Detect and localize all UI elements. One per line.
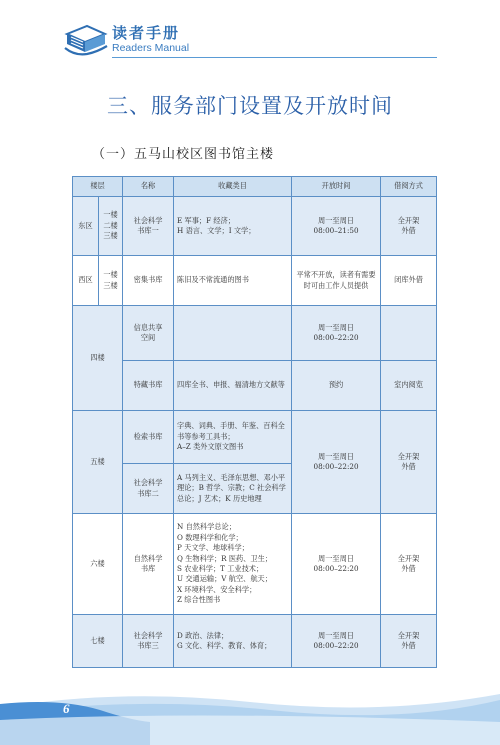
name-cell: 社会科学 书库一 xyxy=(123,197,174,256)
borrow-cell: 室内阅览 xyxy=(381,361,437,411)
floor-cell: 五楼 xyxy=(73,411,123,514)
name-cell: 社会科学 书库三 xyxy=(123,615,174,668)
floor-cell: 七楼 xyxy=(73,615,123,668)
borrow-cell: 闭库外借 xyxy=(381,256,437,306)
footer-wave-decoration xyxy=(0,680,500,745)
collection-cell: A 马列主义、毛泽东思想、邓小平理论；B 哲学、宗教；C 社会科学总论；J 艺术；K 历史地理 xyxy=(174,464,292,514)
hours-cell: 周一至周日 08:00–22:20 xyxy=(292,514,381,615)
borrow-cell: 全开架 外借 xyxy=(381,514,437,615)
collection-cell: N 自然科学总论； O 数理科学和化学； P 天文学、地球科学； Q 生物科学；R 医药、卫生； S 农业科学；T 工业技术； U 交通运输；V 航空、航天； X 环境科学、安全科学； Z 综合性图书 xyxy=(174,514,292,615)
subfloor-cell: 一楼 二楼 三楼 xyxy=(99,197,123,256)
col-header-hours: 开放时间 xyxy=(292,177,381,197)
collection-cell: D 政治、法律； G 文化、科学、教育、体育； xyxy=(174,615,292,668)
section-title: （一）五马山校区图书馆主楼 xyxy=(92,147,275,162)
borrow-cell: 全开架 外借 xyxy=(381,411,437,514)
hours-cell: 周一至周日 08:00–22:20 xyxy=(292,306,381,361)
table-row xyxy=(73,306,437,361)
table-row xyxy=(73,361,437,411)
page-number: 6 xyxy=(63,701,70,716)
floor-cell: 东区 xyxy=(73,197,99,256)
header-title-cn: 读者手册 xyxy=(112,24,181,42)
hours-cell: 周一至周日 08:00–22:20 xyxy=(292,615,381,668)
collection-cell: 四库全书、申报、福清地方文献等 xyxy=(174,361,292,411)
borrow-cell: 全开架 外借 xyxy=(381,615,437,668)
name-cell: 自然科学 书库 xyxy=(123,514,174,615)
collection-cell: 陈旧及不常流通的图书 xyxy=(174,256,292,306)
col-header-floor: 楼层 xyxy=(73,177,123,197)
book-logo-icon xyxy=(63,20,109,60)
table-header-row xyxy=(73,177,437,197)
borrow-cell xyxy=(381,306,437,361)
header-divider xyxy=(112,57,437,58)
header-title-en: Readers Manual xyxy=(112,42,190,54)
table-row xyxy=(73,615,437,668)
col-header-name: 名称 xyxy=(123,177,174,197)
borrow-cell: 全开架 外借 xyxy=(381,197,437,256)
floor-cell: 六楼 xyxy=(73,514,123,615)
col-header-collection: 收藏类目 xyxy=(174,177,292,197)
service-departments-table xyxy=(72,176,437,668)
floor-cell: 四楼 xyxy=(73,306,123,411)
name-cell: 社会科学 书库二 xyxy=(123,464,174,514)
name-cell: 密集书库 xyxy=(123,256,174,306)
table-row xyxy=(73,197,437,256)
name-cell: 检索书库 xyxy=(123,411,174,464)
hours-cell: 周一至周日 08:00–21:50 xyxy=(292,197,381,256)
hours-cell: 平常不开放，读者有需要时可由工作人员提供 xyxy=(292,256,381,306)
page-title: 三、服务部门设置及开放时间 xyxy=(107,94,393,118)
name-cell: 信息共享 空间 xyxy=(123,306,174,361)
collection-cell: E 军事；F 经济； H 语言、文学；I 文学； xyxy=(174,197,292,256)
subfloor-cell: 一楼 三楼 xyxy=(99,256,123,306)
hours-cell: 预约 xyxy=(292,361,381,411)
table-row xyxy=(73,256,437,306)
name-cell: 特藏书库 xyxy=(123,361,174,411)
collection-cell: 字典、词典、手册、年鉴、百科全书等参考工具书； A–Z 类外文原文图书 xyxy=(174,411,292,464)
floor-cell: 西区 xyxy=(73,256,99,306)
table-row xyxy=(73,514,437,615)
col-header-borrow: 借阅方式 xyxy=(381,177,437,197)
collection-cell xyxy=(174,306,292,361)
table-row xyxy=(73,411,437,464)
hours-cell: 周一至周日 08:00–22:20 xyxy=(292,411,381,514)
